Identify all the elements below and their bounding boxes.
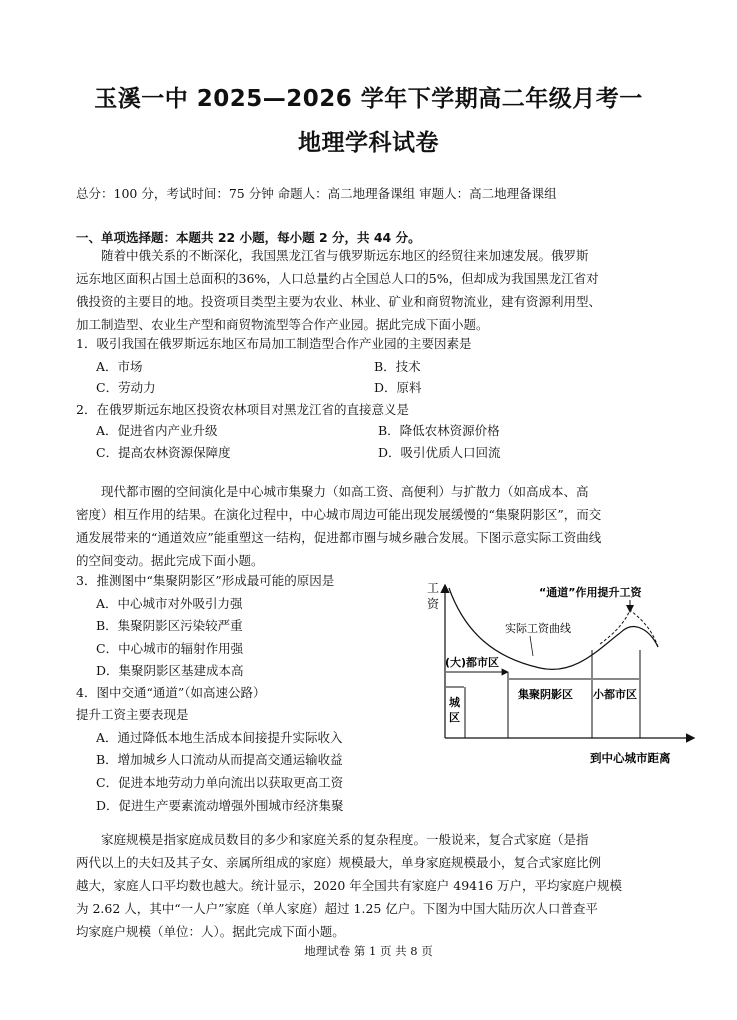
question-4-option-b: B．增加城乡人口流动从而提高交通运输收益	[96, 752, 343, 767]
passage-1-line: 随着中俄关系的不断深化，我国黑龙江省与俄罗斯远东地区的经贸往来加速发展。俄罗斯	[101, 248, 589, 263]
actual-wage-curve-label: 实际工资曲线	[505, 622, 571, 635]
passage-3-line: 为 2.62 人，其中“一人户”家庭（单人家庭）超过 1.25 亿户。下图为中国大陆历次人口普查平	[76, 901, 598, 916]
y-axis-label-char2: 资	[427, 597, 440, 611]
question-1-option-b: B．技术	[374, 359, 421, 374]
passage-3-line: 均家庭户规模（单位：人）。据此完成下面小题。	[76, 924, 345, 939]
passage-3-line: 家庭规模是指家庭成员数目的多少和家庭关系的复杂程度。一般说来，复合式家庭（是指	[101, 832, 589, 847]
page-footer: 地理试卷 第 1 页 共 8 页	[304, 944, 433, 958]
city-district-label-1: 城	[449, 696, 460, 709]
question-2-option-d: D．吸引优质人口回流	[378, 445, 501, 460]
question-1-stem: 1．吸引我国在俄罗斯远东地区布局加工制造型合作产业园的主要因素是	[76, 336, 472, 351]
passage-2-line: 通发展带来的“通道效应”能重塑这一结构，促进都市圈与城乡融合发展。下图示意实际工资曲线	[76, 530, 602, 545]
passage-2	[76, 480, 676, 572]
passage-2-line: 现代都市圈的空间演化是中心城市集聚力（如高工资、高便利）与扩散力（如高成本、高	[101, 484, 589, 499]
metro-area-label: (大)都市区	[445, 656, 500, 669]
passage-1-line: 远东地区面积占国土总面积的36%，人口总量约占全国总人口的5%，但却成为我国黑龙江省对	[76, 271, 599, 286]
shadow-zone-label: 集聚阴影区	[518, 688, 573, 701]
passage-1-line: 俄投资的主要目的地。投资项目类型主要为农业、林业、矿业和商贸物流业，建有资源利用型、	[76, 294, 602, 309]
question-1-option-c: C．劳动力	[96, 380, 156, 395]
x-axis-label: 到中心城市距离	[590, 751, 671, 765]
question-3-stem: 3．推测图中“集聚阴影区”形成最可能的原因是	[76, 573, 335, 588]
passage-2-line: 的空间变动。据此完成下面小题。	[76, 553, 264, 568]
question-2-stem: 2．在俄罗斯远东地区投资农林项目对黑龙江省的直接意义是	[76, 402, 409, 417]
question-4-stem-line2: 提升工资主要表现是	[76, 707, 189, 722]
question-3-option-c: C．中心城市的辐射作用强	[96, 641, 244, 656]
passage-1	[76, 244, 676, 336]
question-3-option-b: B．集聚阴影区污染较严重	[96, 618, 243, 633]
question-1-option-d: D．原料	[374, 380, 422, 395]
question-1-option-a: A．市场	[96, 359, 143, 374]
channel-effect-label: “通道”作用提升工资	[539, 586, 642, 599]
question-2-option-b: B．降低农林资源价格	[378, 423, 500, 438]
question-4-stem-line1: 4．图中交通“通道”（如高速公路）	[76, 685, 266, 700]
city-district-label-2: 区	[449, 711, 460, 724]
question-4-option-c: C．促进本地劳动力单向流出以获取更高工资	[96, 775, 344, 790]
y-axis-label-char1: 工	[427, 581, 440, 595]
exam-title-line2: 地理学科试卷	[298, 130, 439, 156]
passage-1-line: 加工制造型、农业生产型和商贸物流型等合作产业园。据此完成下面小题。	[76, 317, 489, 332]
passage-3	[76, 828, 676, 943]
passage-2-line: 密度）相互作用的结果。在演化过程中，中心城市周边可能出现发展缓慢的“集聚阴影区”，而交	[76, 507, 602, 522]
question-4-option-d: D．促进生产要素流动增强外围城市经济集聚	[96, 798, 344, 813]
question-3-option-a: A．中心城市对外吸引力强	[96, 596, 243, 611]
exam-title-line1: 玉溪一中 2025—2026 学年下学期高二年级月考一	[94, 86, 643, 112]
wage-curve-diagram	[415, 578, 705, 778]
question-3-option-d: D．集聚阴影区基建成本高	[96, 663, 244, 678]
small-metro-label: 小都市区	[593, 688, 637, 701]
question-4-option-a: A．通过降低本地生活成本间接提升实际收入	[96, 730, 343, 745]
section-heading: 一、单项选择题：本题共 22 小题，每小题 2 分，共 44 分。	[76, 230, 421, 245]
question-2-option-c: C．提高农林资源保障度	[96, 445, 231, 460]
curve-label-pointer	[530, 636, 533, 656]
passage-3-line: 越大，家庭人口平均数也越大。统计显示，2020 年全国共有家庭户 49416 万户，平均家庭户规模	[76, 878, 622, 893]
question-2-option-a: A．促进省内产业升级	[96, 423, 218, 438]
exam-meta-info: 总分：100 分，考试时间：75 分钟 命题人：高二地理备课组 审题人：高二地理备课组	[76, 186, 557, 201]
passage-3-line: 两代以上的夫妇及其子女、亲属所组成的家庭）规模最大，单身家庭规模最小，复合式家庭比例	[76, 855, 602, 870]
actual-wage-curve-right	[620, 627, 658, 647]
